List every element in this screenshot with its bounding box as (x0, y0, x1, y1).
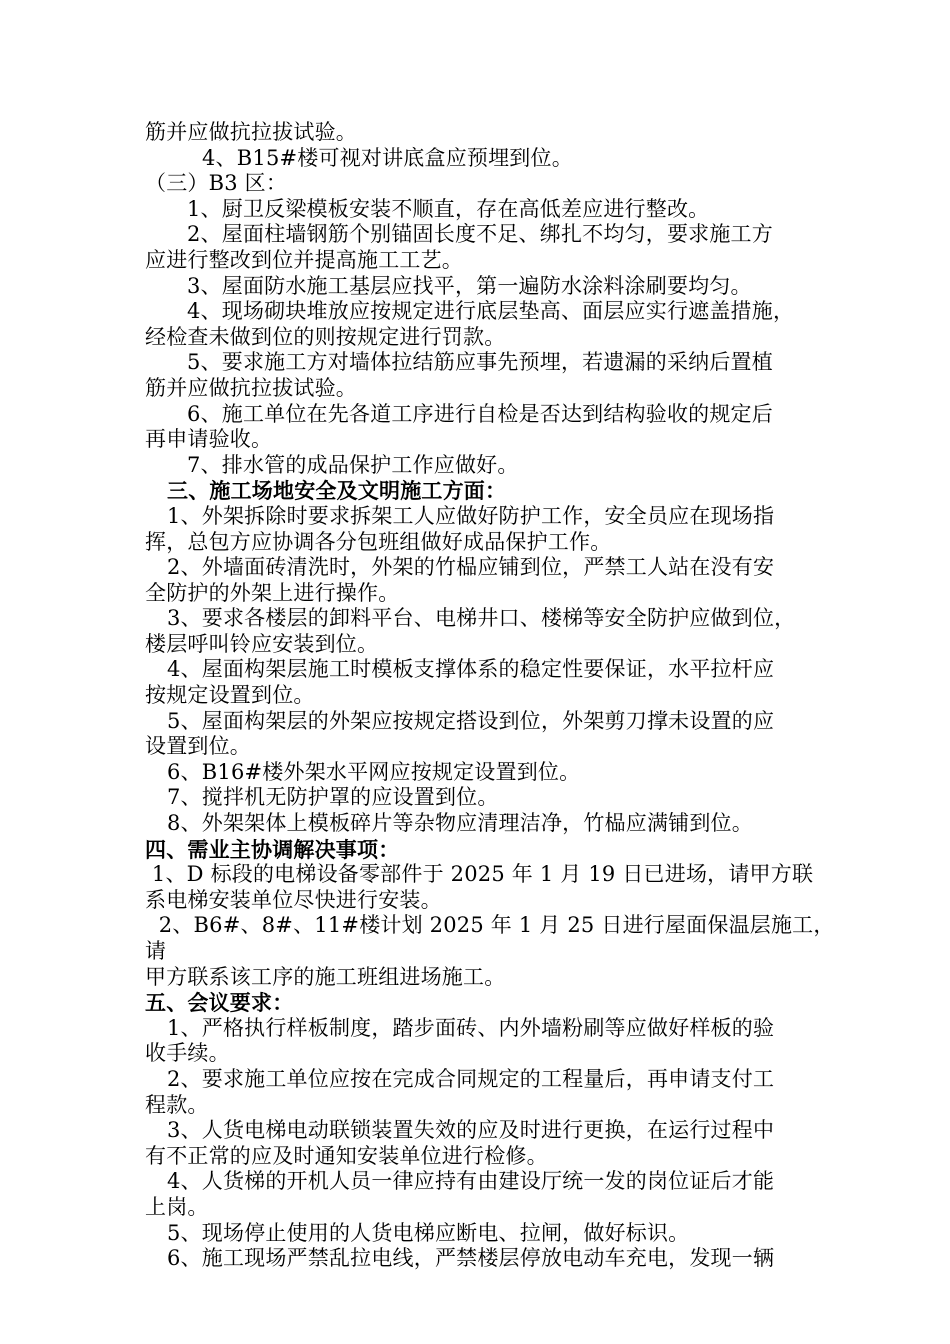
text-line: （三）B3 区： (145, 171, 288, 196)
text-line: 3、屋面防水施工基层应找平，第一遍防水涂料涂刷要均匀。 (187, 273, 752, 298)
section-heading: 五、会议要求： (145, 990, 294, 1016)
section-heading: 四、需业主协调解决事项： (145, 836, 400, 862)
text-line: 3、要求各楼层的卸料平台、电梯井口、楼梯等安全防护应做到位， (167, 606, 796, 631)
text-line: 7、排水管的成品保护工作应做好。 (187, 452, 519, 477)
text-line: 1、严格执行样板制度，踏步面砖、内外墙粉刷等应做好样板的验 (167, 1015, 775, 1040)
text-line: 按规定设置到位。 (145, 683, 315, 708)
text-line: 程款。 (145, 1092, 209, 1117)
section-heading: 三、施工场地安全及文明施工方面： (167, 478, 507, 504)
text-line: 楼层呼叫铃应安装到位。 (145, 631, 379, 656)
text-line: 4、屋面构架层施工时模板支撑体系的稳定性要保证，水平拉杆应 (167, 657, 775, 682)
text-line: 3、人货电梯电动联锁装置失效的应及时进行更换，在运行过程中 (167, 1118, 775, 1143)
text-line: 有不正常的应及时通知安装单位进行检修。 (145, 1143, 548, 1168)
text-line: 2、要求施工单位应按在完成合同规定的工程量后，再申请支付工 (167, 1066, 775, 1091)
text-line: 挥，总包方应协调各分包班组做好成品保护工作。 (145, 529, 612, 554)
text-line: 1、D 标段的电梯设备零部件于 2025 年 1 月 19 日已进场，请甲方联 (145, 862, 814, 887)
text-line: 2、屋面柱墙钢筋个别锚固长度不足、绑扎不均匀，要求施工方 (187, 222, 773, 247)
text-line: 系电梯安装单位尽快进行安装。 (145, 887, 442, 912)
text-line: 8、外架架体上模板碎片等杂物应清理洁净，竹榀应满铺到位。 (167, 811, 753, 836)
text-line: 6、施工单位在先各道工序进行自检是否达到结构验收的规定后 (187, 401, 773, 426)
text-line: 应进行整改到位并提高施工工艺。 (145, 247, 463, 272)
text-line: 筋并应做抗拉拔试验。 (145, 120, 357, 144)
text-line: 收手续。 (145, 1041, 230, 1066)
text-line: 2、外墙面砖清洗时，外架的竹榀应铺到位，严禁工人站在没有安 (167, 555, 775, 580)
text-line: 5、屋面构架层的外架应按规定搭设到位，外架剪刀撑未设置的应 (167, 708, 775, 733)
text-line: 4、人货梯的开机人员一律应持有由建设厅统一发的岗位证后才能 (167, 1169, 775, 1194)
text-line: 4、B15#楼可视对讲底盒应预埋到位。 (202, 145, 573, 170)
text-line: 设置到位。 (145, 734, 251, 759)
text-line: 筋并应做抗拉拔试验。 (145, 375, 357, 400)
text-line: 6、施工现场严禁乱拉电线，严禁楼层停放电动车充电，发现一辆 (167, 1246, 775, 1271)
text-line: 5、要求施工方对墙体拉结筋应事先预埋，若遗漏的采纳后置植 (187, 350, 773, 375)
text-line: 7、搅拌机无防护罩的应设置到位。 (167, 785, 499, 810)
text-line: 全防护的外架上进行操作。 (145, 580, 400, 605)
text-line: 4、现场砌块堆放应按规定进行底层垫高、面层应实行遮盖措施， (187, 299, 795, 324)
text-line: 经检查未做到位的则按规定进行罚款。 (145, 324, 506, 349)
text-line: 上岗。 (145, 1194, 209, 1219)
text-line: 5、现场停止使用的人货电梯应断电、拉闸，做好标识。 (167, 1220, 690, 1245)
text-line: 1、厨卫反梁模板安装不顺直，存在高低差应进行整改。 (187, 196, 710, 221)
text-line: 再申请验收。 (145, 427, 273, 452)
text-line: 6、B16#楼外架水平网应按规定设置到位。 (167, 759, 581, 784)
text-line: 2、B6#、8#、11#楼计划 2025 年 1 月 25 日进行屋面保温层施工，请 (145, 913, 835, 963)
text-line: 甲方联系该工序的施工班组进场施工。 (145, 964, 506, 989)
document-body (145, 120, 835, 1272)
text-line: 1、外架拆除时要求拆架工人应做好防护工作，安全员应在现场指 (167, 503, 775, 528)
